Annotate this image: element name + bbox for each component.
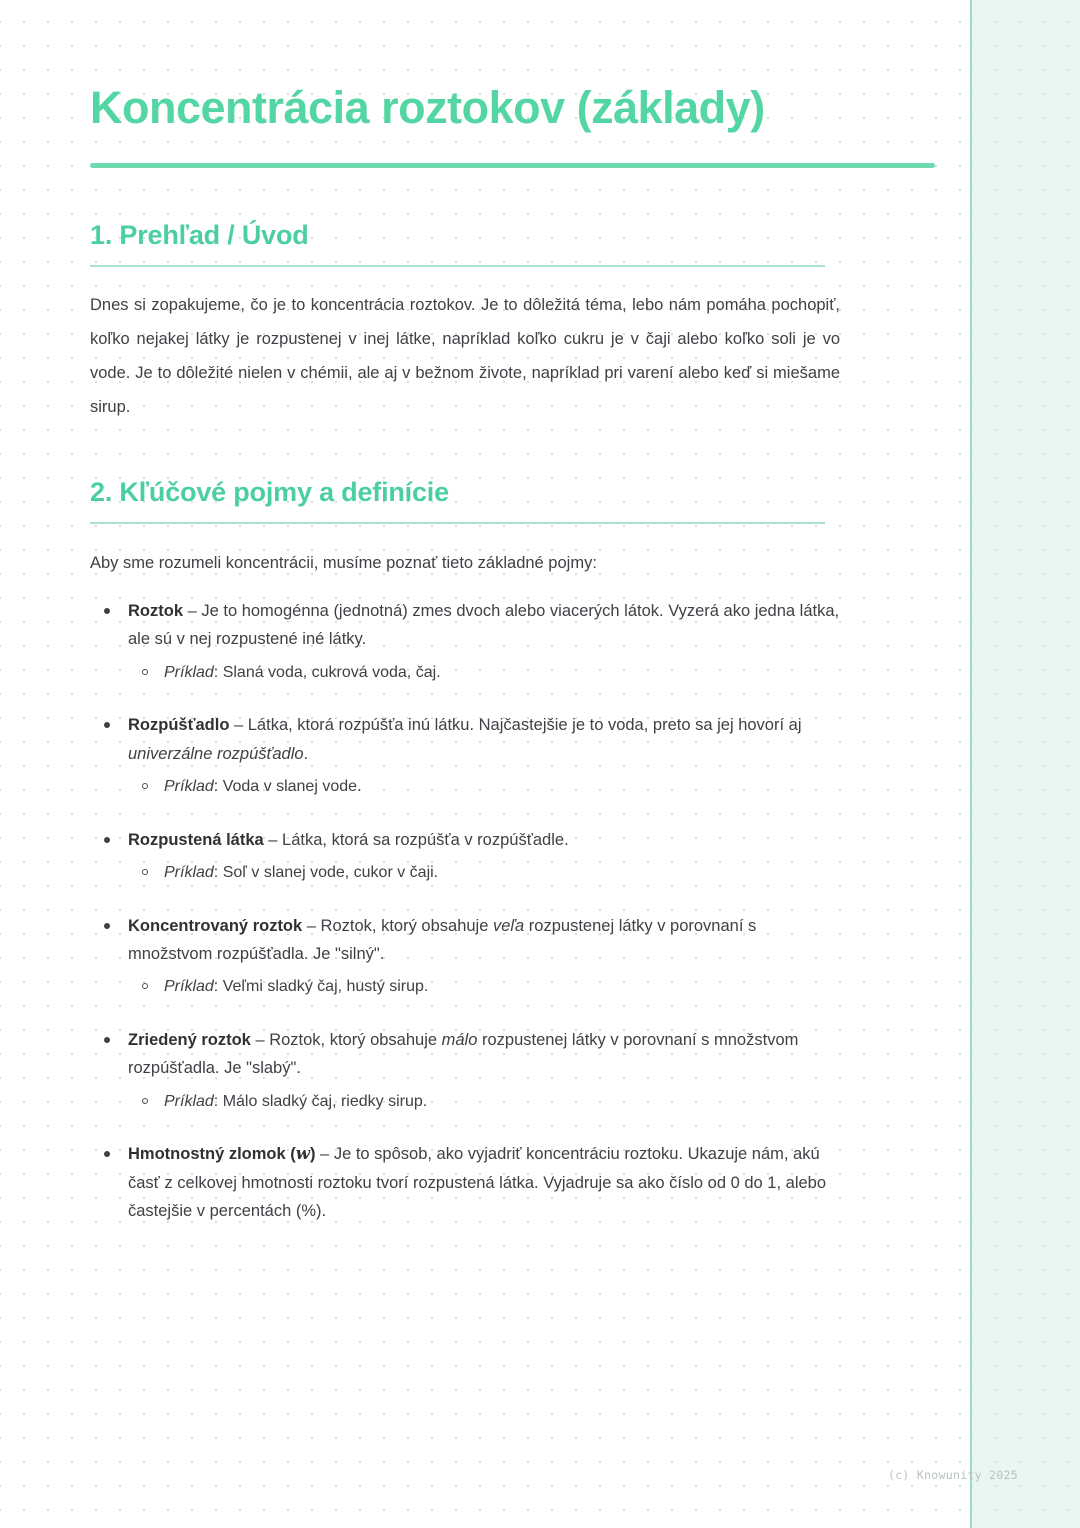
term-emphasis: univerzálne rozpúšťadlo (128, 744, 304, 763)
term-description: – Roztok, ktorý obsahuje (250, 1030, 442, 1049)
term-emphasis: málo (441, 1030, 478, 1049)
section-heading-key-terms: 2. Kľúčové pojmy a definície (90, 476, 449, 507)
key-terms-intro: Aby sme rozumeli koncentrácii, musíme poznať tieto základné pojmy: (90, 553, 597, 572)
term-description-tail: . (303, 744, 309, 763)
key-terms-list (90, 597, 840, 1225)
section-divider (90, 522, 825, 524)
example-text: : Soľ v slanej vode, cukor v čaji. (213, 864, 439, 882)
list-item (128, 774, 840, 800)
term-label-suffix: ) (309, 1145, 316, 1164)
title-divider (90, 163, 935, 168)
list-item (128, 860, 840, 886)
term-label-prefix: Hmotnostný zlomok ( (128, 1145, 296, 1164)
list-item (128, 974, 840, 1000)
term-description: – Je to homogénna (jednotná) zmes dvoch alebo viacerých látok. Vyzerá ako jedna látka, ale sú v nej rozpustené iné látky. (128, 601, 840, 649)
term-description: – Roztok, ktorý obsahuje (302, 916, 493, 935)
term-label: Zriedený roztok (128, 1030, 251, 1049)
example-label: Príklad (164, 663, 214, 681)
term-label: Roztok (128, 601, 183, 620)
term-label: Rozpúšťadlo (128, 716, 230, 735)
term-label: Rozpustená látka (128, 830, 264, 849)
right-margin-strip (970, 0, 1080, 1528)
list-item (90, 826, 840, 886)
example-text: : Veľmi sladký čaj, hustý sirup. (213, 978, 429, 996)
term-symbol: w (295, 1144, 310, 1164)
document-content (90, 78, 840, 1225)
term-label: Koncentrovaný roztok (128, 916, 303, 935)
term-description-tail: rozpustenej látky v porovnaní s množstvom rozpúšťadla. Je "silný". (128, 916, 757, 964)
example-text: : Málo sladký čaj, riedky sirup. (213, 1092, 428, 1110)
term-description-tail: rozpustenej látky v porovnaní s množstvom rozpúšťadla. Je "slabý". (128, 1030, 799, 1078)
example-list (128, 974, 840, 1000)
example-text: : Voda v slanej vode. (213, 778, 362, 796)
page-title: Koncentrácia roztokov (základy) (90, 82, 765, 133)
footer-copyright: (c) Knowunity 2025 (887, 1468, 1018, 1482)
overview-paragraph: Dnes si zopakujeme, čo je to koncentrácia roztokov. Je to dôležitá téma, lebo nám pomáha pochopiť, koľko nejakej látky je rozpustenej v inej látke, napríklad koľko cukru je v čaji alebo koľko soli je vo vode. Je to dôležité nielen v chémii, ale aj v bežnom živote, napríklad pri varení alebo keď si miešame sirup. (90, 296, 840, 416)
example-list (128, 660, 840, 686)
term-description: – Látka, ktorá rozpúšťa inú látku. Najčastejšie je to voda, preto sa jej hovorí aj (229, 716, 802, 735)
example-label: Príklad (164, 978, 214, 996)
term-description: – Látka, ktorá sa rozpúšťa v rozpúšťadle. (263, 830, 569, 849)
term-emphasis: veľa (492, 916, 525, 935)
example-label: Príklad (164, 864, 214, 882)
example-text: : Slaná voda, cukrová voda, čaj. (213, 663, 441, 681)
list-item (90, 1140, 840, 1225)
list-item (90, 711, 840, 799)
example-list (128, 860, 840, 886)
section-heading-overview: 1. Prehľad / Úvod (90, 220, 309, 251)
example-label: Príklad (164, 1092, 214, 1110)
list-item (90, 1026, 840, 1114)
example-list (128, 774, 840, 800)
example-list (128, 1089, 840, 1115)
list-item (90, 597, 840, 685)
example-label: Príklad (164, 778, 214, 796)
section-divider (90, 265, 825, 267)
list-item (90, 912, 840, 1000)
term-description: – Je to spôsob, ako vyjadriť koncentráciu roztoku. Ukazuje nám, akú časť z celkovej hmotnosti roztoku tvorí rozpustená látka. Vyjadruje sa ako číslo od 0 do 1, alebo častejšie v percentách (%). (128, 1145, 827, 1221)
list-item (128, 660, 840, 686)
list-item (128, 1089, 840, 1115)
